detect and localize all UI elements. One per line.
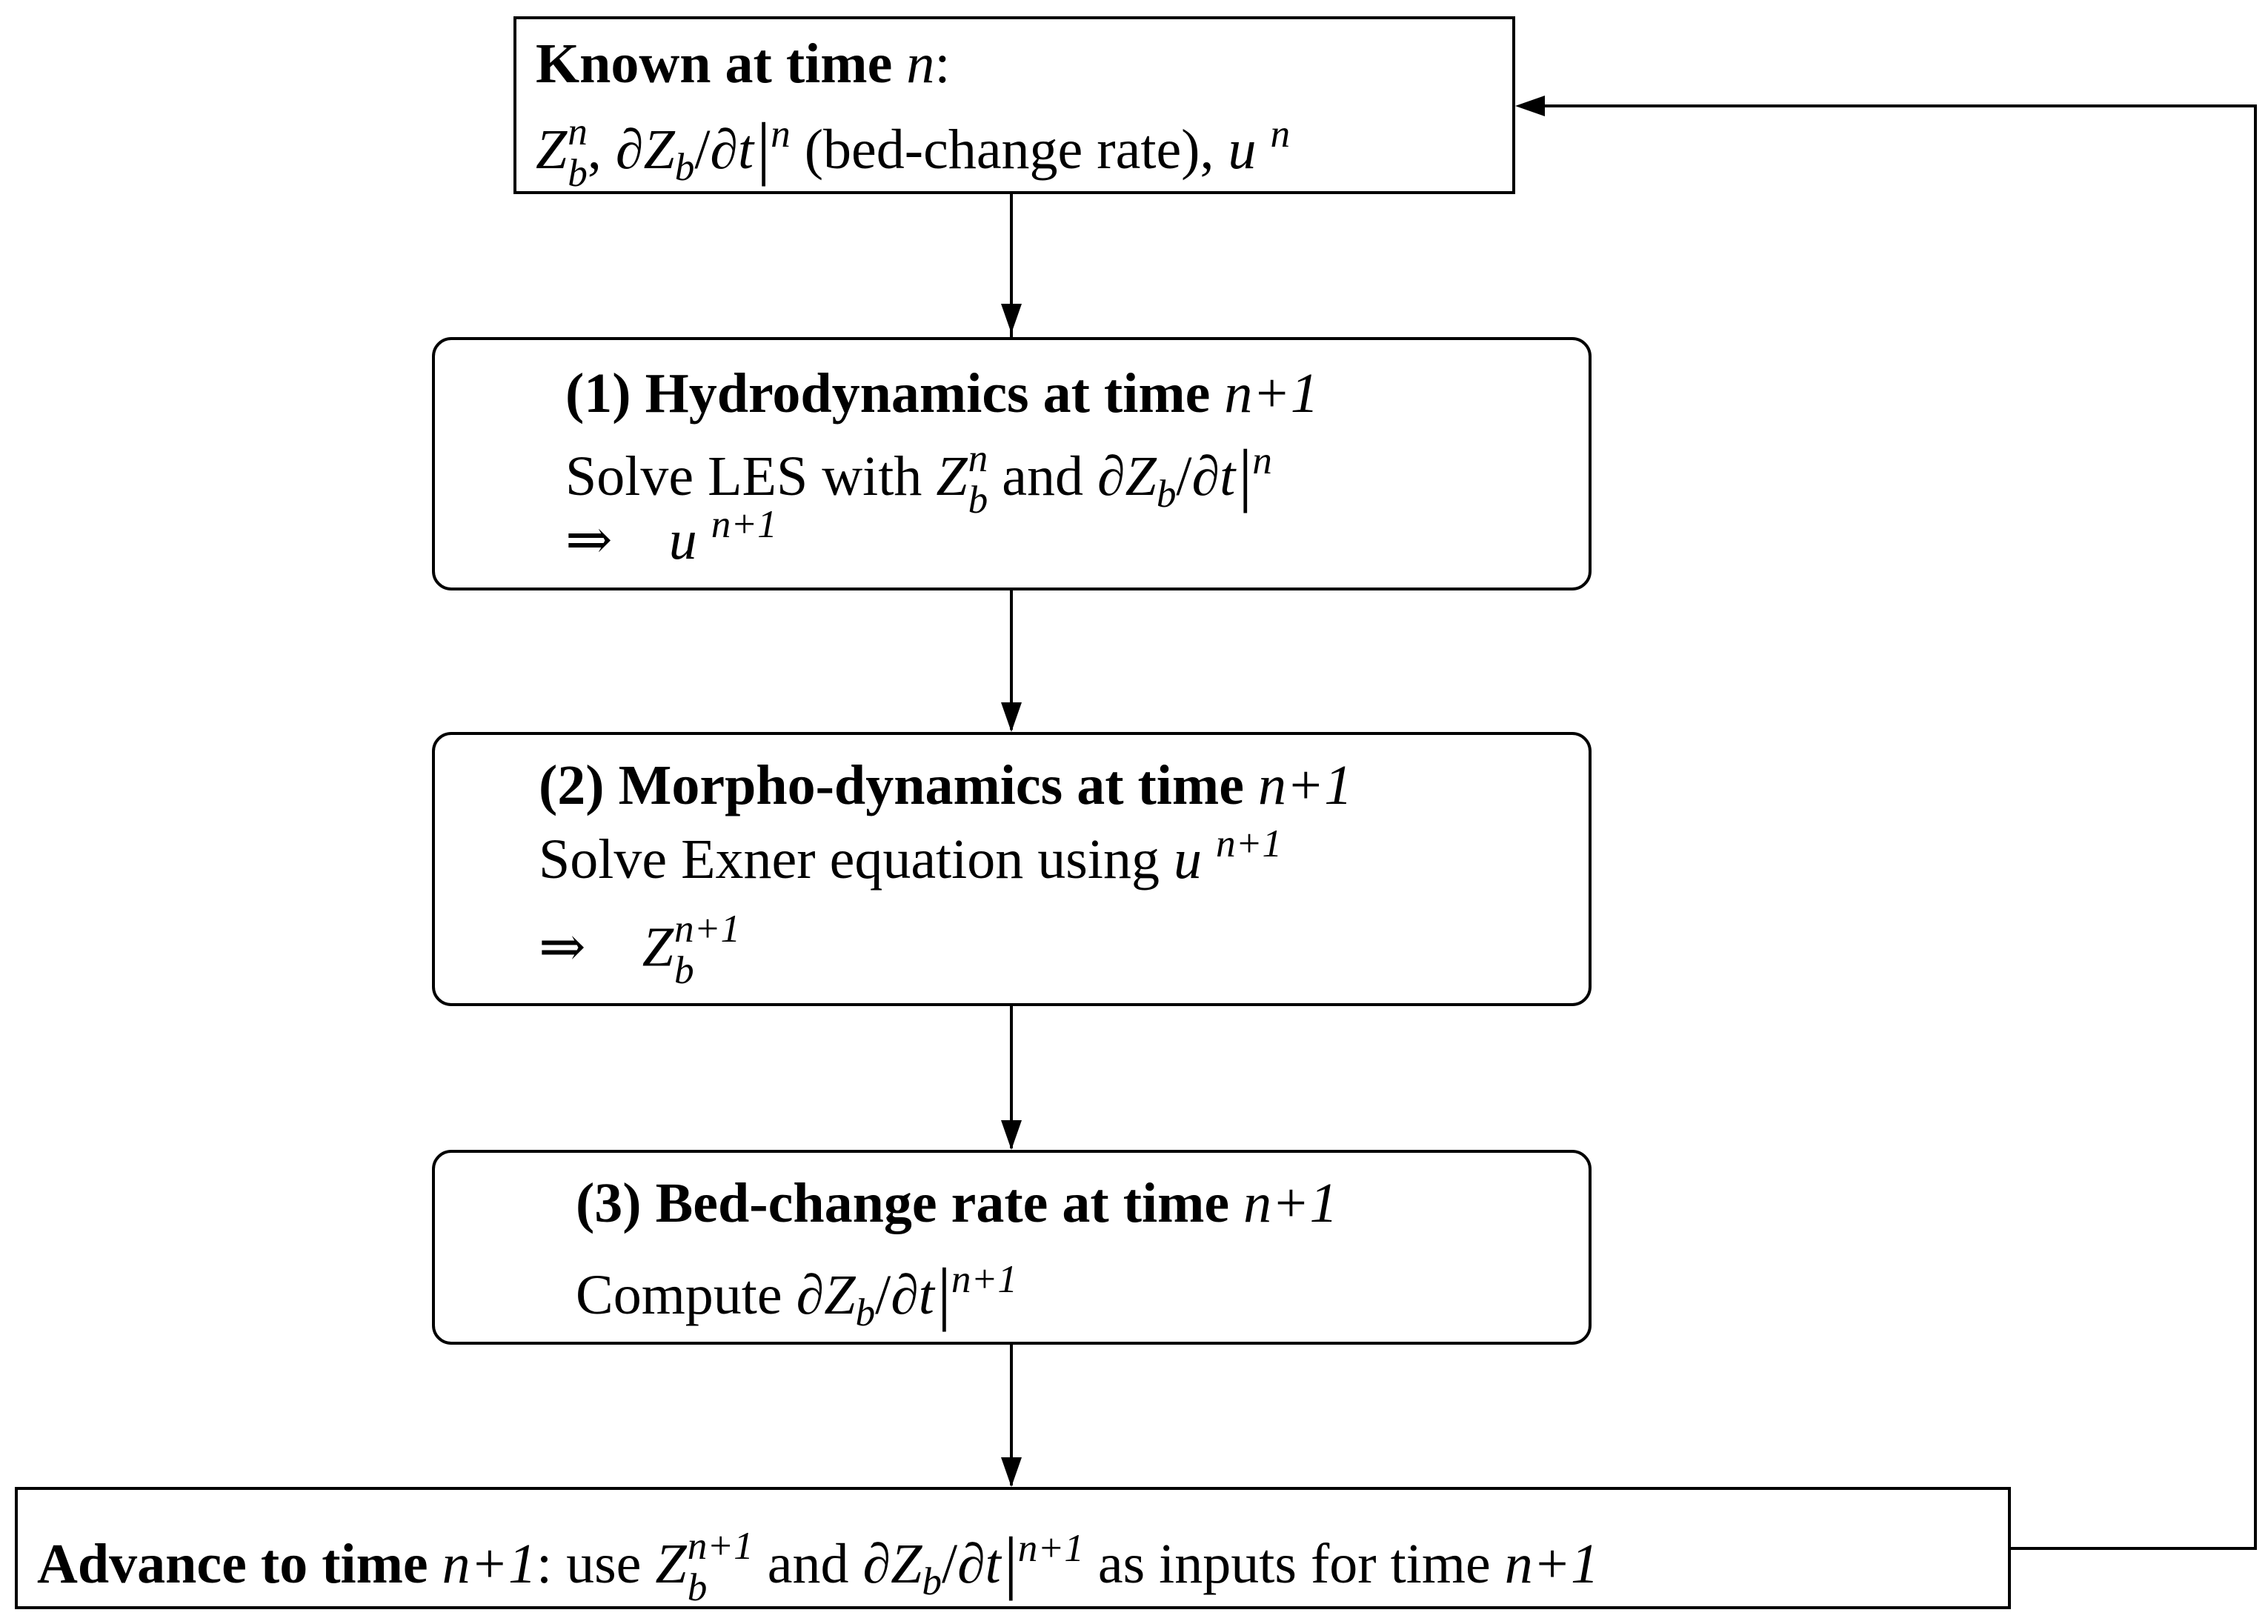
step1-title: (1) Hydrodynamics at time n+1	[565, 362, 1319, 425]
advance-box	[15, 1487, 2011, 1609]
advance-line: Advance to time n+1: use Z n+1 b and $\partial Z_b/\partial t|^{n+1}$ as inputs for time n+1	[37, 1522, 1599, 1609]
step2-result: ⇒ Z n+1 b	[539, 907, 741, 992]
step2-morphodynamics-box	[432, 732, 1592, 1006]
step1-solve-line: Solve LES with Z n b and $\partial Z_b/\partial t|^n$	[565, 435, 1272, 522]
feedback-loop-arrow	[1545, 106, 2255, 1548]
known-title: Known at time n:	[536, 33, 951, 95]
known-box	[513, 16, 1515, 194]
step3-bed-change-box	[432, 1150, 1592, 1345]
step2-solve-line: Solve Exner equation using u $^{n+1}$	[539, 821, 1283, 891]
step1-result: ⇒ u $^{n+1}$	[565, 502, 777, 571]
step3-compute-line: Compute $\partial Z_b/\partial t|^{n+1}$	[576, 1254, 1018, 1334]
step2-title: (2) Morpho-dynamics at time n+1	[539, 754, 1353, 816]
step3-title: (3) Bed-change rate at time n+1	[576, 1172, 1338, 1234]
step1-hydrodynamics-box	[432, 337, 1592, 590]
known-variables: Z n b , $\partial Z_b/\partial t|^n$ (bed-change rate), u $^n$	[536, 108, 1291, 195]
